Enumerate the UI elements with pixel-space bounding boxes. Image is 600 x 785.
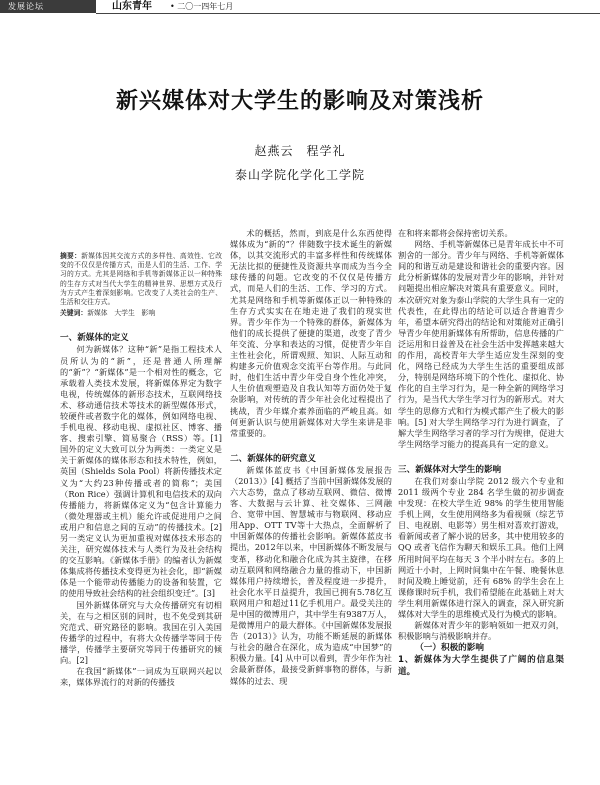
paragraph: 术的概括，然而，到底是什么东西使得媒体成为“新的”？伴随数字技术诞生的新媒体，以其交流形式的丰富多样性和传统媒体无法比拟的便捷性及资源共享而成为当今全球传播的问题。它改变的不仅仅是传播方式，而是人们的生活、工作、学习的方式。尤其是网络和手机等新媒体正以一种特殊的生存方式实实在在地走进了我们的现实世界。青少年作为一个特殊的群体，新媒体为他们的成长提供了便捷的渠道，改变了青少年交流、分享和表达的习惯，促使青少年自主性社会化，所谓观照、知识、人际互动和构建多元价值观念交流平台等作用。与此同时，他们生活中青少年受自身个性化冲突，人生价值观塑造及自我认知等方面仍处于复杂影响，对传统的青少年社会化过程提出了挑战，青少年媒介素养面临的严峻且高。如何更新认识与使用新媒体对大学生来讲是非常重要的。 — [230, 228, 392, 438]
paragraph: 新媒体蓝皮书《中国新媒体发展报告（2013）》[4] 概括了当前中国新媒体发展的六大态势，盘点了移动互联网、微信、微博客、大数据与云计算、社交媒体、三网融合、宽带中国、智慧城市与物联网、移动应用App、OTT TV等十大热点，全面解析了中国新媒体的传播社会影响。新媒体蓝皮书提出，2012年以来，中国新媒体不断发展与变革，移动化和融合化成为其主旋律，在移动互联网和网络融合力量的推动下，中国新媒体用户持续增长，普及程度进一步提升，社会化水平日益提升，我国已拥有5.78亿互联网用户和超过11亿手机用户。最受关注的是中国的微博用户，其中学生有9387万人，是微博用户的最大群体。《中国新媒体发展报告（2013）》认为，功能不断延展的新媒体与社会的融合在深化，成为造成“中国梦”的积极力量。[4] 从中可以看到，青少年作为社会最新群体，最接受新鲜事物的群体，与新媒体的过去、现 — [230, 464, 392, 686]
paragraph: 在和将来都将会保持密切关系。 — [398, 228, 513, 238]
abstract — [60, 252, 222, 307]
abstract-label: 摘要： — [60, 252, 82, 260]
abstract-text: 新媒体因其交流方式的多样性、高效性、它改变的不仅仅是传播方式，而是人们的生活、工作、学习的方式。尤其是网络和手机等新媒体正以一种特殊的生存方式对当代大学生的精神世界、思想方式及行为方式产生着深刻影响。它改变了人类社会的生产、生活和交往方式。 — [60, 252, 222, 307]
journal-name: 山东青年 — [112, 1, 152, 12]
column-2 — [230, 228, 392, 773]
subheading-info-channel: 1、新媒体为大学生提供了广阔的信息渠道。 — [398, 655, 564, 678]
authors: 赵燕云 程学礼 — [254, 144, 346, 158]
issue-date: • 二〇一四年七月 — [170, 2, 234, 11]
keywords — [60, 309, 222, 318]
keywords-label: 关键词： — [60, 309, 88, 318]
heading-definition: 一、新媒体的定义 — [60, 333, 129, 344]
paragraph: 网络、手机等新媒体已是青年成长中不可割舍的一部分。青少年与网络、手机等新媒体间的和谐互动是建设和谐社会的重要内容。因此分析新媒体的发展对青少年的影响，并针对问题提出相应解决对策具有重要意义。同时，本次研究对象为泰山学院的大学生具有一定的代表性，在此得出的结论可以适合普遍青少年，希望本研究得出的结论和对策能对正确引导青少年使用新媒体有所帮助，信息传播的广泛运用和日益普及在社会生活中发挥越来越大的作用，高校青年大学生适应发生深刻的变化，网络已经成为大学生生活的重要组成部分，特别是网络环境下的个性化、虚拟化、协作化的自主学习行为，是一种全新的网络学习行为，是当代大学生学习行为的新形式。对大学生的思修方式和行为模式都产生了极大的影响。[5] 对大学生网络学习行为进行调查，了解大学生网络学习者的学习行为规律，促进大学生网络学习能力的提高具有一定的意义。 — [398, 239, 564, 449]
heading-significance: 二、新媒体的研究意义 — [230, 453, 316, 464]
paragraph: 何为新媒体？这种“新”是指工程技术人员所认为的“新”，还是普通人所理解的“新”？“新媒体”是一个相对性的概念，它承载着人类技术发展，将新媒体界定为数字电视，传统媒体的新形态技术，互联网络技术、移动通信技术等技术的新型媒体形式，较硬件或者数字化的媒体，例如网络电视、手机电视、移动电视、虚拟社区、博客、播客、搜索引擎、简易聚合（RSS）等。[1] 国外的定义大致可以分为两类：一类定义是关于新媒体的媒体形态和技术特性，例如，英国（Shields Sola Pool）将新传播技术定义为“大约23种传播或者的简称”；美国（Ron Rice）强调计算机和电信技术的双向传播能力，将新媒体定义为“包含计算能力（微处理器或主机）能允许或促进用户之间或用户和信息之间的互动”的传播技术。[2] 另一类定义认为更加重视对媒体技术形态的关注，研究媒体技术与人类行为及社会结构的交互影响。《新媒体手册》的编者认为新媒体集成将传播技术变得更为社会化，即“新媒体是一个能带动传播能力的设备和装置，它的使用导致社会结构的社会组织变迁”。[3] — [60, 344, 222, 599]
paragraph: 在我国“新媒体”一词成为互联网兴起以来，媒体界流行的对新的传播技 — [60, 666, 222, 688]
affiliation: 泰山学院化学化工学院 — [234, 168, 365, 182]
paragraph: 国外新媒体研究与大众传播研究有切相关，在与之相区别的同时，也不免受到其研究范式、研究路径的影响。我国在引入美国传播学的过程中，有将大众传播学等同于传播学，传播学主要研究等同于传播研究的倾向。[2] — [60, 599, 222, 666]
column-1 — [60, 238, 222, 783]
paragraph: 在我们对泰山学院 2012 级六个专业和 2011 级两个专业 284 名学生做的初步调查中发现：在校大学生近 98% 的学生使用智能手机上网，女生使用网络多为看视频（综艺节目、电视剧、电影等）男生相对喜欢打游戏，看新闻或者了解小说的居多，其中使用较多的 QQ 或者飞信作为聊天和娱乐工具。他们上网所用时间平均在每天 3 个半小时左右。多的上网近十小时，上网时间集中在午餐、晚餐休息时间及晚上睡觉前，还有 68% 的学生会在上课修课时玩手机，我们希望能在此基础上对大学生利用新媒体进行深入的调查，深入研究新媒体对大学生的思维模式及行为模式的影响。 — [398, 475, 564, 619]
keywords-text: 新媒体 大学生 影响 — [87, 309, 156, 318]
subheading-positive: （一）积极的影响 — [415, 643, 484, 654]
column-3 — [398, 228, 564, 773]
header-rule — [96, 13, 600, 14]
article-title: 新兴媒体对大学生的影响及对策浅析 — [115, 89, 484, 114]
paragraph: 新媒体对青少年的影响领如一把双刃剑，积极影响与消极影响并存。 — [398, 620, 564, 642]
section-tag: 发展论坛 — [0, 0, 96, 13]
heading-impact: 三、新媒体对大学生的影响 — [398, 464, 502, 475]
running-header — [0, 0, 600, 16]
